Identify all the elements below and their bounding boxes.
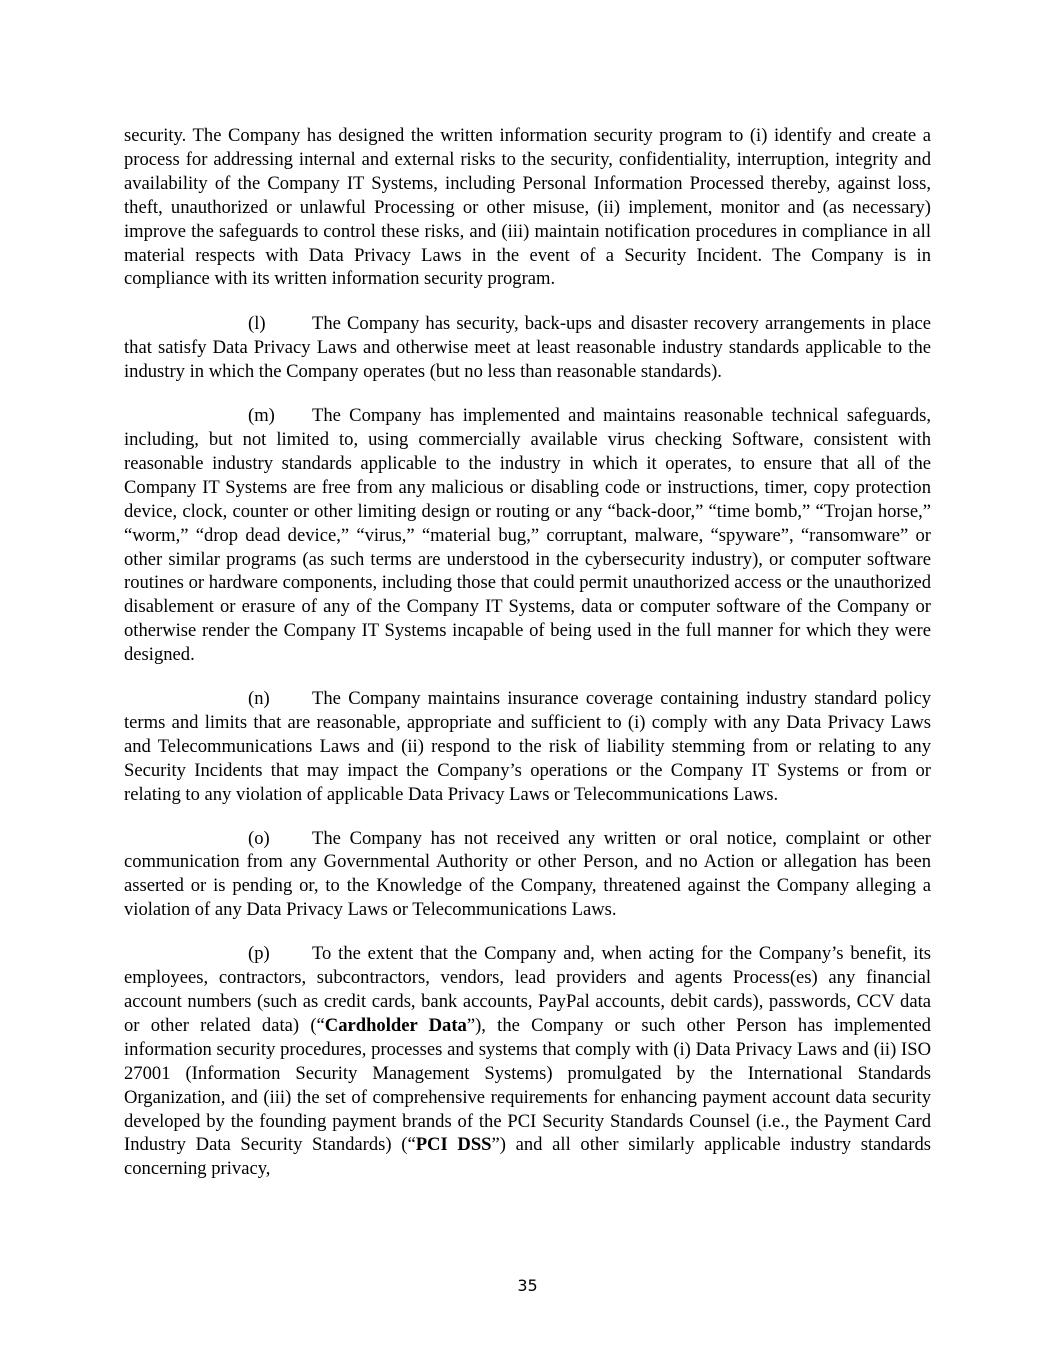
paragraph-p <box>124 942 931 1181</box>
paragraph-label: (l) <box>248 313 266 335</box>
paragraph-label: (p) <box>248 943 270 965</box>
document-body <box>124 124 931 1201</box>
paragraph-label: (o) <box>248 827 270 849</box>
paragraph-o <box>124 827 931 923</box>
paragraph-label: (m) <box>248 405 275 427</box>
paragraph-text: security. The Company has designed the written information security program to (i) identify and create a process for addressing internal and external risks to the security, confidentiality, interruption, integrity and availability of the Company IT Systems, including Personal Information Processed thereby, against loss, theft, unauthorized or unlawful Processing or other misuse, (ii) implement, monitor and (as necessary) improve the safeguards to control these risks, and (iii) maintain notification procedures in compliance in all material respects with Data Privacy Laws in the event of a Security Incident. The Company is in compliance with its written information security program. <box>124 125 931 290</box>
paragraph-text: The Company maintains insurance coverage containing industry standard policy terms and limits that are reasonable, appropriate and sufficient to (i) comply with any Data Privacy Laws and Telecommunications Laws and (ii) respond to the risk of liability stemming from or relating to any Security Incidents that may impact the Company’s operations or the Company IT Systems or from or relating to any violation of applicable Data Privacy Laws or Telecommunications Laws. <box>124 688 931 805</box>
paragraph-l <box>124 312 931 384</box>
paragraph-text: To the extent that the Company and, when acting for the Company’s benefit, its employees, contractors, subcontractors, vendors, lead providers and agents Process(es) any financial account numbers (such as credit cards, bank accounts, PayPal accounts, debit cards), passwords, CCV data or other related data) (“ <box>124 943 931 1036</box>
paragraph-m <box>124 404 931 667</box>
paragraph-text: The Company has security, back-ups and disaster recovery arrangements in place that satisfy Data Privacy Laws and otherwise meet at least reasonable industry standards applicable to the industry in which the Company operates (but no less than reasonable standards). <box>124 313 931 383</box>
paragraph-text: ”) and all other similarly applicable industry standards concerning privacy, <box>124 1134 931 1180</box>
paragraph-text: ”), the Company or such other Person has implemented information security procedures, processes and systems that comply with (i) Data Privacy Laws and (ii) ISO 27001 (Information Security Management Systems) promulgated by the International Standards Organization, and (iii) the set of comprehensive requirements for enhancing payment account data security developed by the founding payment brands of the PCI Security Standards Counsel (i.e., the Payment Card Industry Data Security Standards) (“ <box>124 1014 931 1156</box>
paragraph-n <box>124 687 931 807</box>
paragraph-text: The Company has implemented and maintains reasonable technical safeguards, including, but not limited to, using commercially available virus checking Software, consistent with reasonable industry standards applicable to the industry in which it operates, to ensure that all of the Company IT Systems are free from any malicious or disabling code or instructions, timer, copy protection device, clock, counter or other limiting design or routing or any “back-door,” “time bomb,” “Trojan horse,” “worm,” “drop dead device,” “virus,” “material bug,” corruptant, malware, “spyware”, “ransomware” or other similar programs (as such terms are understood in the cybersecurity industry), or computer software routines or hardware components, including those that could permit unauthorized access or the unauthorized disablement or erasure of any of the Company IT Systems, data or computer software of the Company or otherwise render the Company IT Systems incapable of being used in the full manner for which they were designed. <box>124 405 931 666</box>
defined-term-cardholder-data: Cardholder Data <box>324 1014 467 1036</box>
page-number: 35 <box>517 1276 538 1295</box>
paragraph-text: The Company has not received any written or oral notice, complaint or other communication from any Governmental Authority or other Person, and no Action or allegation has been asserted or is pending or, to the Knowledge of the Company, threatened against the Company alleging a violation of any Data Privacy Laws or Telecommunications Laws. <box>124 827 931 921</box>
defined-term-pci-dss: PCI DSS <box>415 1134 492 1156</box>
paragraph-label: (n) <box>248 688 270 710</box>
paragraph-k-continued <box>124 124 931 291</box>
